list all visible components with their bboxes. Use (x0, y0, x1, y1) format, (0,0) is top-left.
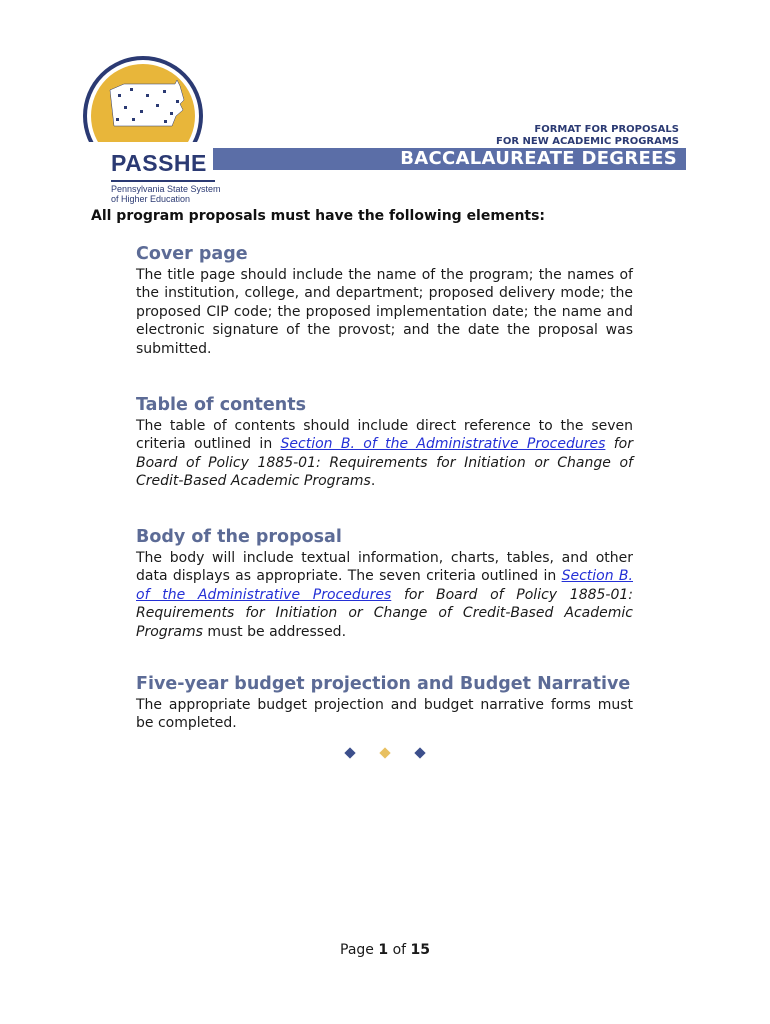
section-title: Five-year budget projection and Budget Narrative (136, 674, 631, 694)
policy-reference: for Board of Policy 1885-01: Requirements for Initiation or Change of Credit-Based Academic Programs (136, 436, 633, 490)
logo-wordmark: PASSHE (111, 150, 207, 176)
administrative-procedures-link[interactable]: Section B. of the Administrative Procedures (136, 568, 633, 603)
of-label: of (392, 942, 407, 958)
body-text: The table of contents should include direct reference to the seven criteria outlined in (136, 418, 633, 453)
body-text-end: . (370, 473, 376, 490)
logo-subtitle-line1: Pennsylvania State System (111, 184, 221, 194)
logo-subtitle (111, 184, 221, 204)
section-body: The appropriate budget projection and budget narrative forms must be completed. (136, 697, 633, 732)
section-title: Table of contents (136, 395, 307, 415)
diamond-divider (344, 747, 430, 761)
policy-reference: for Board of Policy 1885-01: Requirements for Initiation or Change of Credit-Based Academic Programs (136, 586, 633, 640)
format-line2: FOR NEW ACADEMIC PROGRAMS (496, 136, 679, 147)
administrative-procedures-link[interactable]: Section B. of the Administrative Procedures (280, 436, 606, 453)
section-title: Cover page (136, 244, 248, 264)
section-body (136, 549, 633, 641)
body-text: The body will include textual information, charts, tables, and other data displays as appropriate. The seven criteria outlined in (136, 550, 633, 585)
degree-banner: BACCALAUREATE DEGREES (213, 148, 686, 170)
logo-subtitle-line2: of Higher Education (111, 194, 191, 204)
diamond-icon (414, 747, 425, 758)
section-body: The title page should include the name of the program; the names of the institution, college, and department; proposed delivery mode; the proposed CIP code; the proposed implementation date; the name and electronic signature of the provost; and the date the proposal was submitted. (136, 267, 633, 357)
diamond-icon (379, 747, 390, 758)
section-cover-page (136, 243, 633, 358)
section-title: Body of the proposal (136, 527, 342, 547)
format-heading (496, 124, 679, 148)
page-number: 1 (378, 942, 389, 958)
page-footer (0, 942, 770, 958)
body-text-end: must be addressed. (202, 623, 347, 640)
page-label: Page (340, 942, 374, 958)
section-body (136, 417, 633, 491)
intro-heading: All program proposals must have the following elements: (91, 208, 546, 224)
section-table-of-contents (136, 394, 633, 491)
logo-rule (111, 180, 215, 182)
passhe-logo (80, 54, 220, 204)
diamond-icon (344, 747, 355, 758)
section-body-of-proposal (136, 526, 633, 641)
page-total: 15 (410, 942, 430, 958)
format-line1: FORMAT FOR PROPOSALS (534, 124, 679, 135)
section-budget (136, 673, 633, 733)
